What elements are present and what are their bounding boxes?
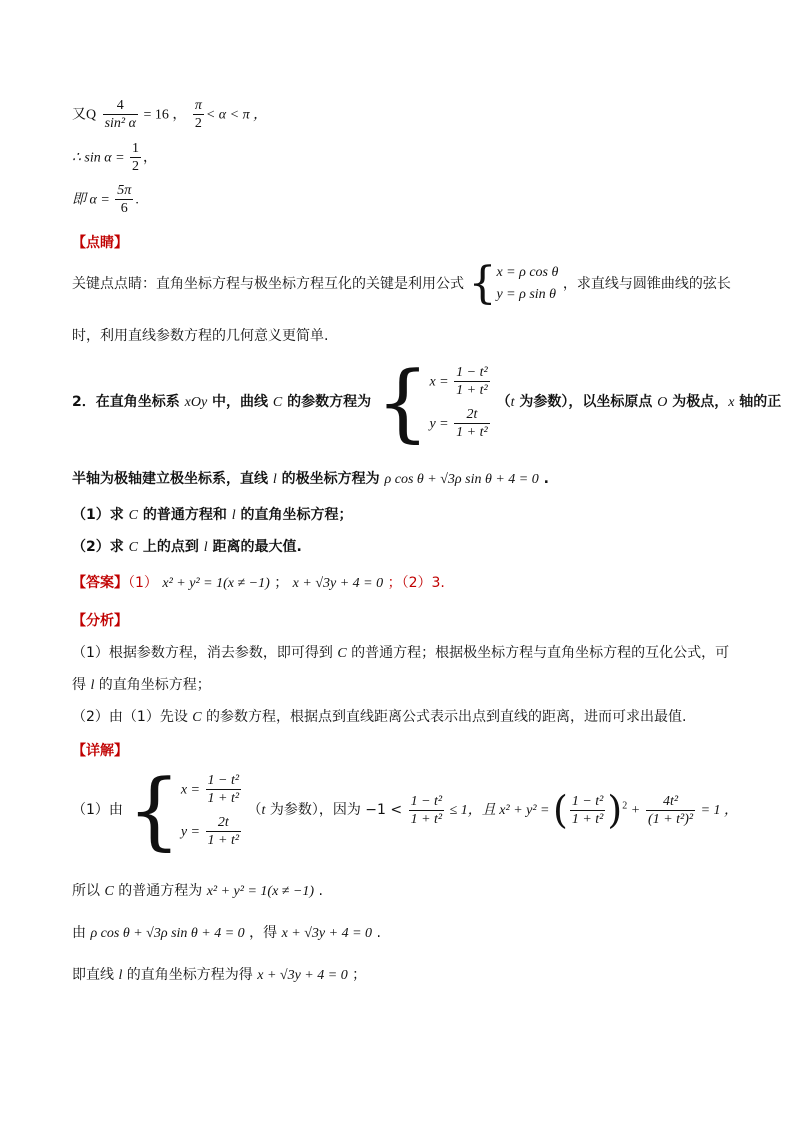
line-alpha-result: 即 α = $\frac{5\pi}{6}$ .: [72, 183, 139, 216]
left-brace: {: [127, 761, 181, 859]
fraction-pi-over-2: $\frac{\pi}{2}$: [194, 98, 202, 131]
polar-conversion-system: { x = ρ cos θ y = ρ sin θ: [468, 258, 559, 309]
detail-line-3: 由 ρ cos θ + √3ρ sin θ + 4 = 0 ，得 x + √3y + 4 = 0 .: [72, 925, 381, 941]
left-brace: {: [376, 353, 430, 451]
detail-line-4: 即直线 l 的直角坐标方程为得 x + √3y + 4 = 0 ；: [72, 967, 367, 983]
problem-2-statement: 2．在直角坐标系 xOy 中，曲线 C 的参数方程为 { x = $\frac{\text{1 − t²}}{\text{1 + t²}}$ y = $\frac{2t}{\text{1 + t²}}$ （t 为参数），以坐标原点 O 为极点，x 轴的正: [72, 353, 782, 451]
fraction-1-over-2: $\frac{1}{2}$: [132, 141, 140, 174]
dianjing-text-line2: 时，利用直线参数方程的几何意义更简单.: [72, 328, 329, 344]
detail-heading: 【详解】: [72, 743, 128, 759]
answer-label: 【答案】: [72, 575, 128, 591]
analysis-line-1: （1）根据参数方程，消去参数，即可得到 C 的普通方程；根据极坐标方程与直角坐标方程的互化公式，可: [72, 645, 730, 661]
dianjing-heading: 【点睛】: [72, 235, 128, 251]
fraction-4-over-sin2: $\frac{4}{\text{sin² α}}$: [104, 98, 136, 131]
question-2: （2）求 C 上的点到 l 距离的最大值.: [72, 539, 302, 555]
detail-line-2: 所以 C 的普通方程为 x² + y² = 1(x ≠ −1) .: [72, 883, 323, 899]
line-sin-alpha: ∴ sin α = $\frac{1}{2}$ ，: [72, 141, 158, 174]
detail-line-1: （1）由 { x = $\frac{\text{1 − t²}}{\text{1 + t²}}$ y = $\frac{2t}{\text{1 + t²}}$ （t 为参数），因为 −1 < $\frac{\text{1 − t²}}{\text{1 + t²}}$ ≤ 1，且 x² + y² = ( $\frac{\text{1 − t²}}{\text{1 + t²}}$ )$^2$ + $\frac{\text{4t²}}{\text{(1 + t²)²}}$ = 1 ，: [72, 761, 739, 859]
analysis-heading: 【分析】: [72, 613, 128, 629]
parametric-system: { x = $\frac{\text{1 − t²}}{\text{1 + t²}}$ y = $\frac{2t}{\text{1 + t²}}$: [376, 353, 488, 451]
fraction-5pi-over-6: $\frac{5\pi}{6}$: [117, 183, 132, 216]
problem-2-line2: 半轴为极轴建立极坐标系，直线 l 的极坐标方程为 ρ cos θ + √3ρ sin θ + 4 = 0 .: [72, 471, 549, 487]
line-alpha-given: 又Q $\frac{4}{\text{sin² α}}$ = 16 ， $\frac{\pi}{2}$ < α < π ，: [72, 98, 268, 131]
analysis-line-3: （2）由（1）先设 C 的参数方程，根据点到直线距离公式表示出点到直线的距离，进而可求出最值.: [72, 709, 687, 725]
detail-parametric-system: { x = $\frac{\text{1 − t²}}{\text{1 + t²}}$ y = $\frac{2t}{\text{1 + t²}}$: [127, 761, 240, 859]
left-brace: {: [468, 258, 497, 309]
dianjing-text: 关键点点睛：直角坐标方程与极坐标方程互化的关键是利用公式 { x = ρ cos θ y = ρ sin θ ，求直线与圆锥曲线的弦长: [72, 258, 731, 309]
answer-line: 【答案】（1） x² + y² = 1(x ≠ −1) ； x + √3y + 4 = 0 ；（2）3.: [72, 575, 445, 591]
analysis-line-2: 得 l 的直角坐标方程；: [72, 677, 211, 693]
question-1: （1）求 C 的普通方程和 l 的直角坐标方程；: [72, 507, 353, 523]
